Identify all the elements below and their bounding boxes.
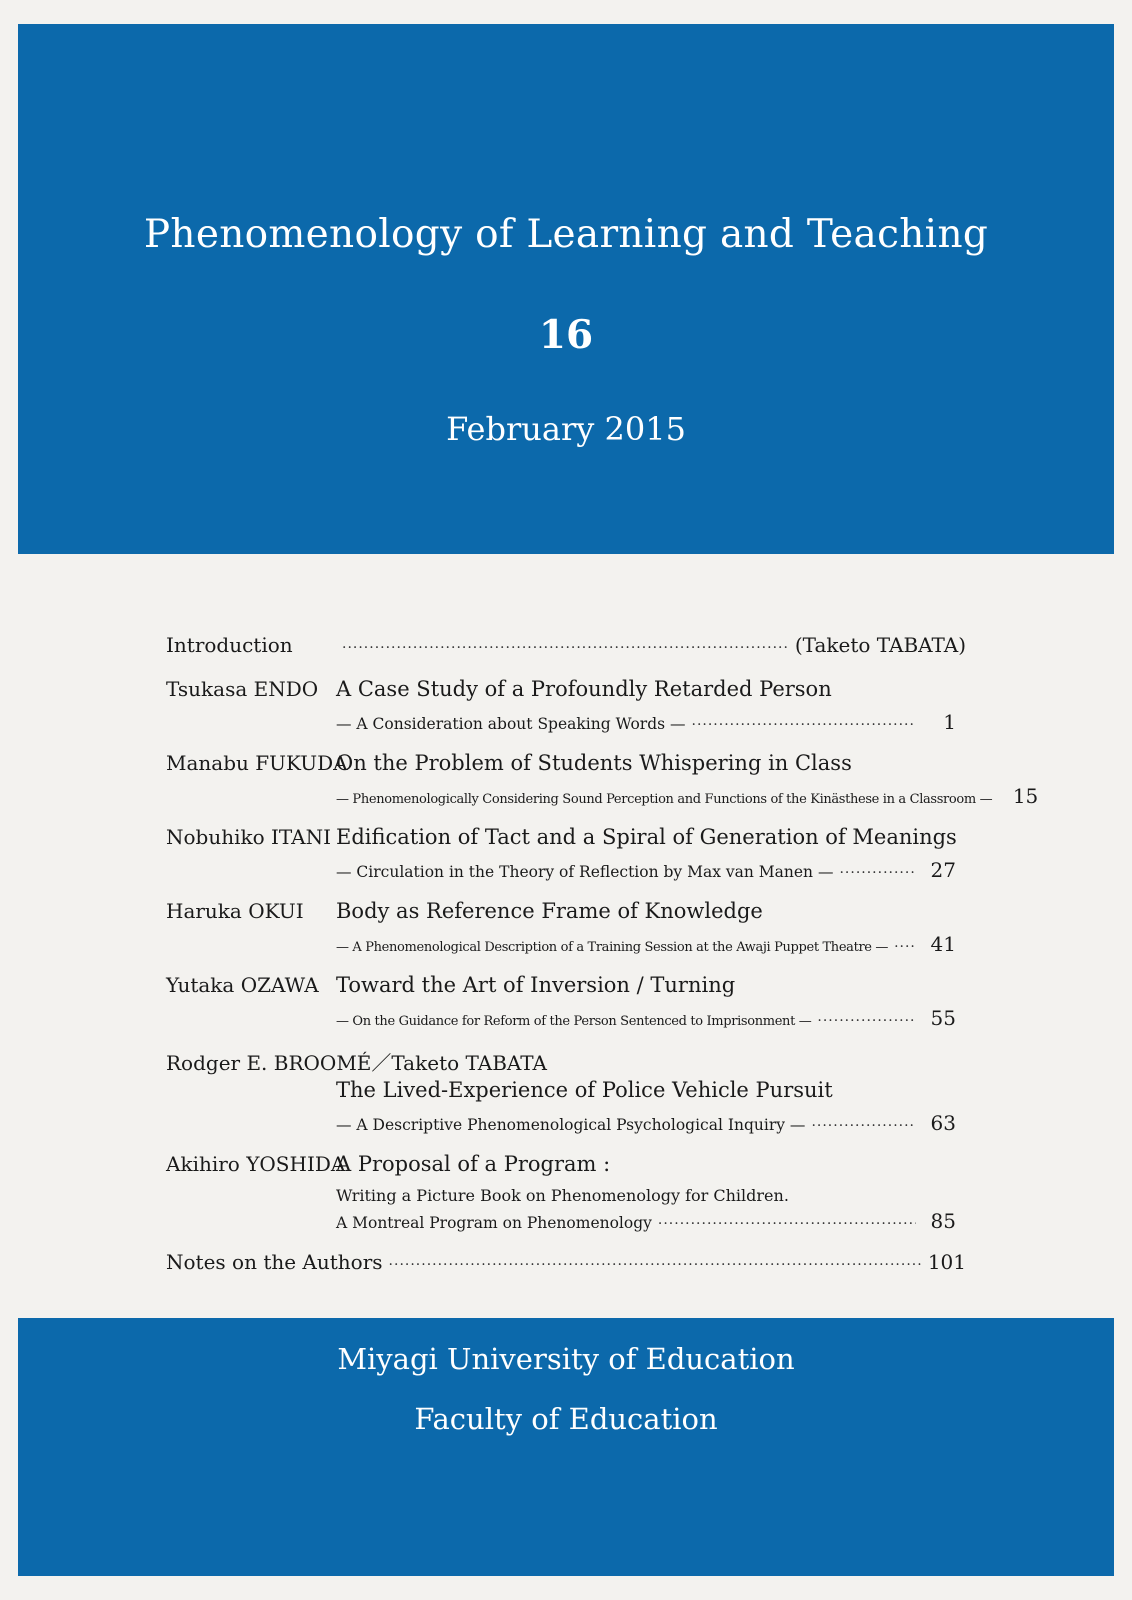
toc-subtitle: — A Phenomenological Description of a Training Session at the Awaji Puppet Theatre — xyxy=(336,940,889,955)
dot-leader xyxy=(692,717,917,733)
toc-page-number: 41 xyxy=(930,932,956,956)
toc-subtitle-row xyxy=(336,784,1039,808)
toc-author: Rodger E. BROOMÉ／Taketo TABATA xyxy=(166,1051,547,1075)
toc-page-number: 101 xyxy=(927,1250,966,1274)
toc-entry-fukuda[interactable] xyxy=(166,751,966,775)
toc-entry-itani[interactable] xyxy=(166,825,966,849)
toc-subtitle: — On the Guidance for Reform of the Person Sentenced to Imprisonment — xyxy=(336,1014,812,1029)
toc-subtitle-row xyxy=(336,932,956,956)
toc-page-number: 27 xyxy=(930,858,956,882)
toc-introduction-editor: (Taketo TABATA) xyxy=(794,633,966,657)
dot-leader xyxy=(894,939,916,955)
toc-article-title: A Proposal of a Program : xyxy=(336,1152,611,1176)
toc-entry-ozawa[interactable] xyxy=(166,973,966,997)
toc-introduction[interactable] xyxy=(166,633,966,657)
toc-page-number: 1 xyxy=(943,710,956,734)
toc-page-number: 63 xyxy=(930,1111,956,1135)
toc-title-row[interactable] xyxy=(336,1078,956,1102)
toc-subtitle-row xyxy=(336,1111,956,1135)
dot-leader xyxy=(389,1257,922,1273)
toc-author: Manabu FUKUDA xyxy=(166,751,348,775)
toc-notes-label: Notes on the Authors xyxy=(166,1250,383,1274)
toc-entry-broome-tabata[interactable] xyxy=(166,1047,966,1076)
toc-subtitle-row xyxy=(336,1006,956,1030)
toc-author: Nobuhiko ITANI xyxy=(166,825,332,849)
toc-article-title: On the Problem of Students Whispering in Class xyxy=(336,751,852,775)
issue-date: February 2015 xyxy=(446,410,686,448)
toc-title-continuation: Writing a Picture Book on Phenomenology for Children. xyxy=(336,1186,789,1205)
toc-author: Yutaka OZAWA xyxy=(166,973,319,997)
toc-subtitle: — Phenomenologically Considering Sound Perception and Functions of the Kinästhese in a Classroom — xyxy=(336,792,993,807)
toc-article-title: Body as Reference Frame of Knowledge xyxy=(336,899,763,923)
toc-subtitle-row xyxy=(336,710,956,734)
dot-leader xyxy=(817,1013,916,1029)
toc-article-title: A Case Study of a Profoundly Retarded Person xyxy=(336,677,832,701)
toc-subtitle: — Circulation in the Theory of Reflection by Max van Manen — xyxy=(336,863,834,881)
toc-article-title: Edification of Tact and a Spiral of Generation of Meanings xyxy=(336,825,957,849)
cover-footer-band xyxy=(18,1318,1114,1576)
university-name: Miyagi University of Education xyxy=(337,1342,795,1376)
toc-article-title: The Lived-Experience of Police Vehicle Pursuit xyxy=(336,1078,833,1102)
dot-leader xyxy=(658,1216,916,1232)
toc-notes-on-authors[interactable] xyxy=(166,1250,966,1274)
toc-introduction-label: Introduction xyxy=(166,633,293,657)
toc-subtitle: — A Consideration about Speaking Words — xyxy=(336,715,686,733)
dot-leader xyxy=(811,1118,916,1134)
volume-number: 16 xyxy=(538,312,594,358)
toc-author: Akihiro YOSHIDA xyxy=(166,1152,346,1176)
toc-article-title: Toward the Art of Inversion / Turning xyxy=(336,973,736,997)
toc-subtitle: — A Descriptive Phenomenological Psychological Inquiry — xyxy=(336,1116,806,1134)
toc-author: Haruka OKUI xyxy=(166,899,304,923)
dot-leader xyxy=(839,865,916,881)
journal-title: Phenomenology of Learning and Teaching xyxy=(143,212,989,257)
toc-page-number: 85 xyxy=(930,1209,956,1233)
toc-entry-endo[interactable] xyxy=(166,677,966,701)
toc-author: Tsukasa ENDO xyxy=(166,677,319,701)
dot-leader xyxy=(342,640,789,656)
toc-subtitle-row xyxy=(336,858,956,882)
toc-subtitle: A Montreal Program on Phenomenology xyxy=(336,1214,652,1232)
toc-page-number: 55 xyxy=(930,1006,956,1030)
toc-page-number: 15 xyxy=(1012,784,1039,808)
toc-entry-okui[interactable] xyxy=(166,899,966,923)
toc-entry-yoshida[interactable] xyxy=(166,1152,966,1176)
faculty-name: Faculty of Education xyxy=(414,1402,718,1436)
toc-subtitle-row xyxy=(336,1209,956,1233)
